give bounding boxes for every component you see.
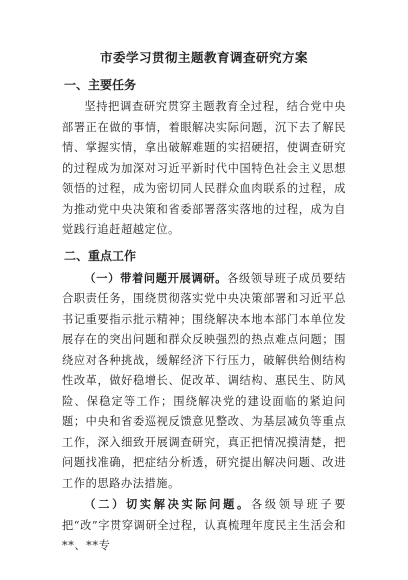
- paragraph-text: 各级领导班子要把“改”字贯穿调研全过程，认真梳理年度民主生活会和**、**专: [62, 498, 346, 552]
- paragraph-lead: （二）切实解决实际问题。: [84, 497, 251, 511]
- paragraph-lead: （一）带着问题开展调研。: [84, 270, 228, 285]
- paragraph-solve-problems: [62, 494, 346, 557]
- paragraph-text: 各级领导班子成员要结合职责任务，围绕贯彻落实党中央决策部署和习近平总书记重要指示批示精神；围绕解决本地本部门本单位发展存在的突出问题和群众反映强烈的热点难点问题；围绕应对各种挑战，缓解经济下行压力，破解供给侧结构性改革，做好稳增长、促改革、调结构、惠民生、防风险、保稳定等工作；围绕解决党的建设面临的紧迫问题；中央和省委巡视反馈意见整改、为基层减负等重点工作，深入细致开展调查研究，真正把情况摸清楚，把问题找准确，把症结分析透，研究提出解决问题、改进工作的思路办法措施。: [62, 271, 346, 490]
- section-heading-main-tasks: 一、主要任务: [64, 78, 137, 92]
- section-heading-key-work: 二、重点工作: [64, 248, 137, 263]
- paragraph-main-tasks: [62, 97, 346, 241]
- document-title: 市委学习贯彻主题教育调查研究方案: [99, 50, 308, 65]
- paragraph-research-with-problems: [62, 268, 346, 495]
- paragraph-text: 坚持把调查研究贯穿主题教育全过程，结合党中央部署正在做的事情，着眼解决实际问题，沉下去了解民情、掌握实情，拿出破解难题的实招硬招，使调查研究的过程成为加深对习近平新时代中国特色社会主义思想领悟的过程，成为密切同人民群众血肉联系的过程，成为推动党中央决策和省委部署落实落地的过程，成为自觉践行追赶超越定位。: [62, 100, 346, 236]
